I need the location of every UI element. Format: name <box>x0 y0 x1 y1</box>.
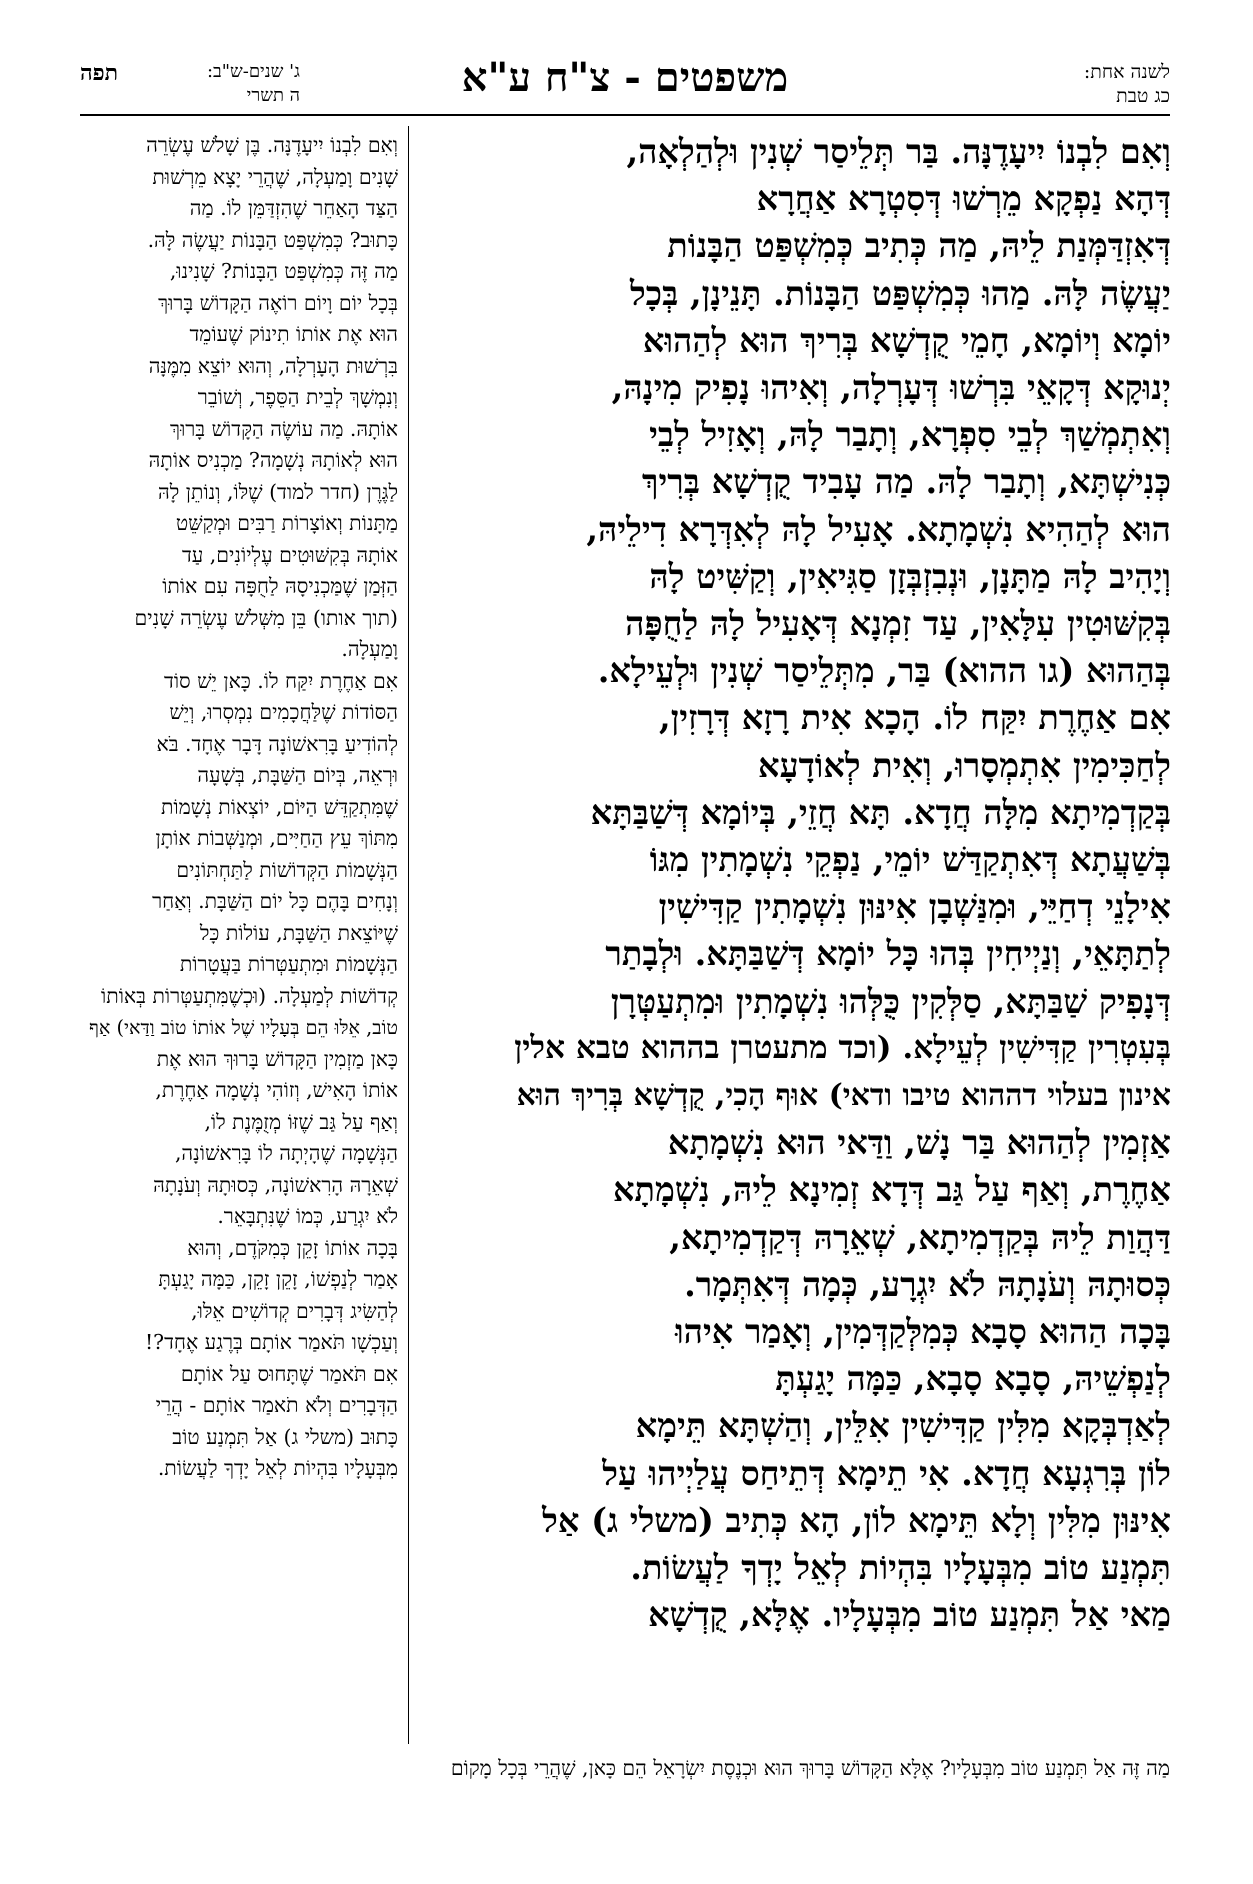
commentary-line: הַצַּד הָאַחֵר שֶׁהִזְדַּמֵּן לוֹ. מַה <box>189 196 398 220</box>
main-text-line: יַעֲשֶׂה לָּהּ. מַהוּ כְּמִשְׁפַּט הַבָּנוֹת. תָּנֵינָן, בְּכָל <box>629 272 1171 313</box>
main-text-line: לְתַתָּאֵי, וְנַיְיחִין בְּהוּ כָּל יוֹמָא דְּשַׁבַּתָּא. וּלְבָתַר <box>605 933 1171 974</box>
main-text-line: יְנוּקָא דְּקָאֵי בִּרְשׁוּ דְּעָרְלָה, וְאִיהוּ נָפִיק מִינָהּ, <box>611 367 1171 408</box>
main-text-line: דַּהֲוַת לֵיהּ בְּקַדְמִיתָא, שְׁאֵרָהּ דְּקַדְמִיתָא, <box>669 1216 1171 1257</box>
commentary-line: מַה זֶּה כְּמִשְׁפַּט הַבָּנוֹת? שָׁנִינוּ, <box>169 259 398 283</box>
main-text-line: כְּנִישְׁתָּא, וְתָבַר לָהּ. מַה עָבִיד קֻדְשָׁא בְּרִיךְ <box>641 461 1171 502</box>
commentary-line: הַסּוֹדוֹת שֶׁלַּחֲכָמִים נִמְסְרוּ, וְיֵשׁ <box>169 700 398 724</box>
commentary-line: לֹא יִגְרַע, כְּמוֹ שֶׁנִּתְבָּאֵר. <box>217 1204 398 1228</box>
commentary-line: שָׁנִים וָמַעְלָה, שֶׁהֲרֵי יָצָא מֵרְשׁוּת <box>152 164 398 189</box>
commentary-line: הַדְּבָרִים וְלֹא תֹאמַר אוֹתָם - הֲרֵי <box>155 1393 398 1417</box>
commentary-line: אָמַר לְנַפְשׁוֹ, זָקֵן זָקֵן, כַּמָּה יָגַעְתָּ <box>158 1267 398 1291</box>
commentary-line: בָּכָה אוֹתוֹ זָקֵן כְּמִקֹּדֶם, וְהוּא <box>187 1235 398 1260</box>
commentary-line: אוֹתוֹ הָאִישׁ, וְזוֹהִי נְשָׁמָה אַחֶרֶת, <box>155 1078 398 1102</box>
main-text-line: מַאי אַל תִּמְנַע טוֹב מִבְּעָלָיו. אֶלָּא, קֻדְשָׁא <box>648 1594 1171 1635</box>
commentary-line: אִם תֹּאמַר שֶׁתָּחוּס עַל אוֹתָם <box>180 1361 398 1386</box>
commentary-line: (תוך אותו) בֵּן מִשְּׁלֹשׁ עֶשְׂרֵה שָׁנִים <box>134 605 398 630</box>
page-footer-text: מַה זֶּה אַל תִּמְנַע טוֹב מִבְּעָלָיו? אֶלָּא הַקָּדוֹשׁ בָּרוּךְ הוּא וּכְנֶסֶת יִשְׂרָאֵל הֵם כָּאן, שֶׁהֲרֵי בְּכָל מָקוֹם <box>450 1756 1170 1780</box>
main-text-line: בְּעִטְרִין קַדִּישִׁין לְעֵילָא. (וכד מתעטרן בההוא טבא אלין <box>514 1029 1171 1066</box>
main-text-line: וְאִם לִבְנוֹ יִיעָדֶנָּה. בַּר תְּלֵיסַר שְׁנִין וּלְהַלְאָה, <box>626 131 1171 171</box>
commentary-line: בְּכָל יוֹם וָיוֹם רוֹאֶה הַקָּדוֹשׁ בָּרוּךְ <box>158 290 398 315</box>
header-right <box>1030 60 1170 108</box>
commentary-column <box>80 130 398 1742</box>
commentary-line: כָּתוּב (משלי ג) אַל תִּמְנַע טוֹב <box>172 1424 398 1449</box>
commentary-line: בִּרְשׁוּת הָעָרְלָה, וְהוּא יוֹצֵא מִמֶּנָּה <box>148 353 398 378</box>
commentary-line: וְאַף עַל גַּב שֶׁזּוֹ מְזֻמֶּנֶת לוֹ, <box>204 1109 398 1134</box>
main-text-line: וְיָהִיב לָהּ מַתָּנָן, וּנְבִזְבְּזָן סַגִּיאִין, וְקַשִּׁיט לָהּ <box>649 555 1171 596</box>
main-text-line: אִם אַחֶרֶת יִקַּח לוֹ. הָכָא אִית רָזָא דְּרָזִין, <box>659 697 1171 738</box>
main-text-line: בְּקַדְמִיתָא מִלָּה חֲדָא. תָּא חֲזֵי, בְּיוֹמָא דְּשַׁבַּתָּא <box>590 791 1171 832</box>
commentary-line: שֶׁיּוֹצֵאת הַשַּׁבָּת, עוֹלוֹת כָּל <box>199 920 398 945</box>
main-text-line: אִילָנֵי דְחַיֵּי, וּמִנַּשְׁבָן אִינּוּן נִשְׁמָתִין קַדִּישִׁין <box>658 886 1171 927</box>
main-text-line: דְּאִזְדַּמְּנַת לֵיהּ, מַה כְּתִיב כְּמִשְׁפַּט הַבָּנוֹת <box>667 225 1171 266</box>
header-left-line2: ה תשרי <box>246 85 300 106</box>
commentary-line: לַגֶּרֶן (חדר למוד) שֶׁלּוֹ, וְנוֹתֵן לָהּ <box>158 479 398 504</box>
commentary-line: אִם אַחֶרֶת יִקַּח לוֹ. כָּאן יֵשׁ סוֹד <box>164 668 398 693</box>
commentary-line: שְׁאֵרָהּ הָרִאשׁוֹנָה, כְּסוּתָהּ וְעֹנָתָהּ <box>153 1172 398 1197</box>
main-text-line: לְנַפְשֵׁיהּ, סָבָא סָבָא, כַּמָּה יָגַעְתָּ <box>775 1358 1171 1399</box>
main-text-line: לְחַכִּימִין אִתְמְסָרוּ, וְאִית לְאוֹדָעָא <box>758 744 1171 785</box>
commentary-line: וָמַעְלָה. <box>341 637 398 661</box>
page-header <box>80 50 1170 114</box>
commentary-line: לְהוֹדִיעַ בָּרִאשׁוֹנָה דָּבָר אֶחָד. בֹּא <box>156 731 398 756</box>
header-divider <box>80 114 1170 116</box>
page-title: משפטים - צ"ח ע"א <box>461 54 789 101</box>
commentary-line: מִתּוֹךְ עֵץ הַחַיִּים, וּמְנַשְּׁבוֹת אוֹתָן <box>155 826 398 850</box>
main-text-column <box>511 128 1171 1748</box>
commentary-line: וְנָחִים בָּהֶם כָּל יוֹם הַשַּׁבָּת. וְאַחַר <box>152 889 398 913</box>
commentary-line: כָּאן מַזְמִין הַקָּדוֹשׁ בָּרוּךְ הוּא אֶת <box>156 1046 398 1071</box>
main-text-line: בְּשַׁעֲתָא דְּאִתְקַדַּשׁ יוֹמֵי, נַפְקֵי נִשְׁמָתִין מִגּוֹ <box>649 839 1171 880</box>
header-left-ref <box>207 60 300 108</box>
commentary-line: אוֹתָהּ בְּקִשּׁוּטִים עֶלְיוֹנִים, עַד <box>181 542 398 567</box>
main-text-line: בָּכָה הַהוּא סָבָא כְּמִלְּקַדְּמִין, וְאָמַר אִיהוּ <box>675 1311 1171 1352</box>
commentary-line: טוֹב, אֵלּוּ הֵם בְּעָלָיו שֶׁל אוֹתוֹ טוֹב וַדַּאי) אַף <box>88 1016 398 1039</box>
main-text-line: תִּמְנַע טוֹב מִבְּעָלָיו בִּהְיוֹת לְאֵל יָדְךָ לַעֲשׂוֹת. <box>630 1547 1171 1588</box>
header-right-line1: לשנה אחת: <box>1083 61 1170 83</box>
commentary-line: מִבְּעָלָיו בִּהְיוֹת לְאֵל יָדְךָ לַעֲשׂוֹת. <box>157 1456 398 1480</box>
commentary-line: קְדוֹשׁוֹת לְמַעְלָה. (וּכְשֶׁמִּתְעַטְּרוֹת בְּאוֹתוֹ <box>101 983 398 1008</box>
main-text-line: וְאִתְמְשַׁךְ לְבֵי סִפְרָא, וְתָבַר לָהּ, וְאָזִיל לְבֵי <box>649 414 1171 455</box>
commentary-line: מַתָּנוֹת וְאוֹצָרוֹת רַבִּים וּמְקַשֵּׁט <box>175 511 398 535</box>
main-text-line: הוּא לְהַהִיא נִשְׁמָתָא. אָעִיל לָהּ לְאִדְּרָא דִילֵיהּ, <box>586 508 1171 549</box>
main-text-line: בְּקִשּׁוּטִין עִלָּאִין, עַד זִמְנָא דְּאָעִיל לָהּ לַחֻפָּה <box>625 603 1171 644</box>
main-text-line: דְּנָפִיק שַׁבַּתָּא, סַלְּקִין כֻּלְּהוּ נִשְׁמָתִין וּמִתְעַטְּרָן <box>610 980 1171 1021</box>
commentary-line: וְנִמְשָׁךְ לְבֵית הַסֵּפֶר, וְשׁוֹבֵר <box>197 385 398 409</box>
main-text-line: בְּהַהוּא (גו ההוא) בַּר, מִתְּלֵיסַר שְׁנִין וּלְעֵילָא. <box>597 650 1171 691</box>
main-text-line: לְאַדְבְּקָא מִלִּין קַדִּישִׁין אִלֵּין, וְהַשְׁתָּא תֵּימָא <box>635 1405 1171 1446</box>
commentary-line: אוֹתָהּ. מַה עוֹשֶׂה הַקָּדוֹשׁ בָּרוּךְ <box>170 416 398 441</box>
main-text-line: אַחֶרֶת, וְאַף עַל גַּב דְּדָא זְמִינָא לֵיהּ, נִשְׁמָתָא <box>612 1169 1171 1210</box>
commentary-line: הַנְּשָׁמוֹת הַקְּדוֹשׁוֹת לַתַּחְתּוֹנִים <box>176 857 398 882</box>
main-text-line: יוֹמָא וְיוֹמָא, חָמֵי קֻדְשָׁא בְּרִיךְ הוּא לְהַהוּא <box>642 319 1171 360</box>
main-text-line: דְּהָא נַפְקָא מֵרְשׁוּ דְּסִטְרָא אַחֲרָא <box>756 178 1171 219</box>
commentary-line: הַנְּשָׁמָה שֶׁהָיְתָה לוֹ בָּרִאשׁוֹנָה, <box>174 1141 398 1165</box>
commentary-line: וְעַכְשָׁו תֹּאמַר אוֹתָם בְּרֶגַע אֶחָד?! <box>144 1330 398 1354</box>
page-number: תפה <box>80 60 119 86</box>
commentary-line: הַזְּמַן שֶׁמַּכְנִיסָהּ לַחֻפָּה עִם אוֹתוֹ <box>162 574 398 598</box>
main-text-line: אַזְמִין לְהַהוּא בַּר נָשׁ, וַדַּאי הוּא נִשְׁמָתָא <box>667 1122 1171 1163</box>
main-text-line: לוֹן בְּרִגְעָא חֲדָא. אִי תֵימָא דְּתֵיחַס עֲלַיְיהוּ עַל <box>602 1452 1171 1493</box>
commentary-line: הוּא לְאוֹתָהּ נְשָׁמָה? מַכְנִיס אוֹתָהּ <box>148 448 398 472</box>
column-divider <box>408 126 409 1744</box>
header-right-line2: כג טבת <box>1116 85 1170 107</box>
header-left-line1: ג' שנים-ש"ב: <box>206 61 300 82</box>
commentary-line: לְהַשִּׂיג דְּבָרִים קְדוֹשִׁים אֵלּוּ, <box>191 1298 398 1323</box>
main-text-line: אִינּוּן מִלִּין וְלָא תֵּימָא לוֹן, הָא כְּתִיב (משלי ג) אַל <box>542 1499 1171 1540</box>
main-text-line: אינון בעלוי דההוא טיבו ודאי) אוּף הָכִי, קֻדְשָׁא בְּרִיךְ הוּא <box>516 1078 1171 1114</box>
commentary-line: שֶׁמִּתְקַדֵּשׁ הַיּוֹם, יוֹצְאוֹת נְשָׁמוֹת <box>160 794 398 819</box>
commentary-line: הַנְּשָׁמוֹת וּמִתְעַטְּרוֹת בַּעֲטָרוֹת <box>179 952 398 976</box>
commentary-line: וְאִם לִבְנוֹ יִיעָדֶנָּה. בֶּן שָׁלֹשׁ עֶשְׂרֵה <box>146 133 398 157</box>
commentary-line: הוּא אֶת אוֹתוֹ תִינוֹק שֶׁעוֹמֵד <box>189 322 398 346</box>
commentary-line: וּרְאֵה, בְּיוֹם הַשַּׁבָּת, בְּשָׁעָה <box>197 763 398 787</box>
commentary-line: כָּתוּב? כְּמִשְׁפַּט הַבָּנוֹת יַעֲשֶׂה לָּהּ. <box>147 227 398 252</box>
main-text-line: כְּסוּתָהּ וְעֹנָתָהּ לֹא יִגְרָע, כְּמָה דְּאִתְּמָר. <box>684 1263 1171 1304</box>
